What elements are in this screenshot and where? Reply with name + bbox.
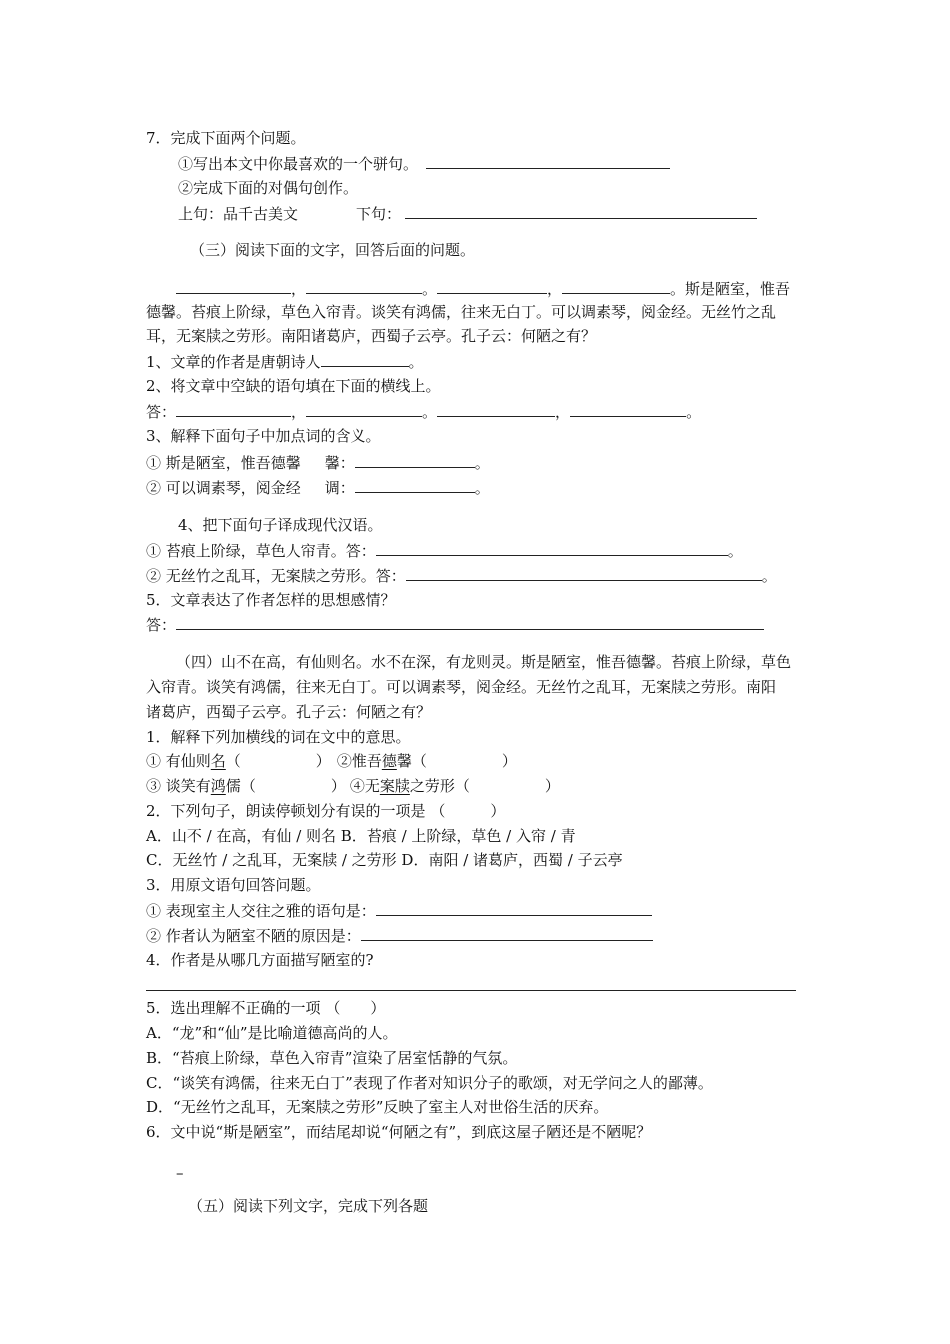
passage-4-line-2: 入帘青。谈笑有鸿儒，往来无白丁。可以调素琴，阅金经。无丝竹之乱耳，无案牍之劳形。南阳 xyxy=(146,678,777,696)
sentence: ② 无丝竹之乱耳，无案牍之劳形。答： xyxy=(146,567,406,585)
answer-blank[interactable] xyxy=(306,278,422,294)
question-text: ① 表现室主人交往之雅的语句是： xyxy=(146,902,376,920)
word-suffix: 馨 xyxy=(396,752,412,770)
answer-blank[interactable] xyxy=(321,351,409,367)
question-4-3b xyxy=(146,925,653,946)
answer-blank[interactable] xyxy=(355,477,475,493)
question-3-1: 1、文章的作者是唐朝诗人 。 xyxy=(146,353,424,371)
question-3-5: 5．文章表达了作者怎样的思想感情？ xyxy=(146,591,396,609)
underlined-word: 鸿 xyxy=(210,777,226,795)
question-7: 7．完成下面两个问题。 xyxy=(146,129,306,147)
answer-blank[interactable] xyxy=(437,278,547,294)
answer-paren[interactable]: （ ） xyxy=(225,752,331,770)
question-4-2: 2．下列句子，朗读停顿划分有误的一项是 （ ） xyxy=(146,802,506,820)
answer-blank[interactable] xyxy=(176,401,291,417)
answer-label: 答： xyxy=(146,403,177,421)
option-4-5-d: D．“无丝竹之乱耳，无案牍之劳形”反映了室主人对世俗生活的厌弃。 xyxy=(146,1098,609,1116)
question-3-4a: ① 苔痕上阶绿，草色人帘青。答： 。 xyxy=(146,542,743,560)
option-4-5-b: B．“苔痕上阶绿，草色入帘青”渲染了居室恬静的气氛。 xyxy=(146,1049,518,1067)
question-3-4b: ② 无丝竹之乱耳，无案牍之劳形。答： 。 xyxy=(146,567,777,585)
answer-blank[interactable] xyxy=(405,203,757,219)
option-4-5-a: A．“龙”和“仙”是比喻道德高尚的人。 xyxy=(146,1024,398,1042)
sentence: ① 苔痕上阶绿，草色人帘青。答： xyxy=(146,542,376,560)
answer-blank[interactable] xyxy=(426,153,670,169)
question-7-2: ②完成下面的对偶句创作。 xyxy=(178,179,359,197)
section-5-heading: （五）阅读下列文字，完成下列各题 xyxy=(188,1197,429,1215)
word-suffix: 儒 xyxy=(225,777,241,795)
answer-blank[interactable] xyxy=(406,565,762,581)
dash-mark: – xyxy=(176,1164,184,1182)
question-3-3: 3、解释下面句子中加点词的含义。 xyxy=(146,427,381,445)
answer-blank[interactable] xyxy=(176,278,291,294)
couplet-upper: 上句：品千古美文 xyxy=(178,205,299,223)
underlined-word: 案牍 xyxy=(379,777,410,795)
couplet-line xyxy=(178,203,757,224)
couplet-lower-label: 下句： xyxy=(356,205,402,223)
passage-4-line-3: 诸葛庐，西蜀子云亭。孔子云：何陋之有？ xyxy=(146,703,432,721)
word-prefix: ②惟吾 xyxy=(336,752,382,770)
passage-4-line-1 xyxy=(146,652,791,672)
passage-3-line-3: 耳，无案牍之劳形。南阳诸葛庐，西蜀子云亭。孔子云：何陋之有？ xyxy=(146,327,597,345)
word-prefix: ③ 谈笑有 xyxy=(146,777,211,795)
question-3-3b: ② 可以调素琴，阅金经 调： 。 xyxy=(146,479,490,497)
passage-4-text: （四）山不在高，有仙则名。水不在深，有龙则灵。斯是陋室，惟吾德馨。苔痕上阶绿，草色 xyxy=(176,653,792,671)
sentence: ② 可以调素琴，阅金经 xyxy=(146,479,301,497)
question-4-4: 4．作者是从哪几方面描写陋室的? xyxy=(146,951,374,969)
question-4-3a xyxy=(146,900,652,921)
answer-blank[interactable] xyxy=(376,540,728,556)
question-3-4: 4、把下面句子译成现代汉语。 xyxy=(178,516,383,534)
question-3-2: 2、将文章中空缺的语句填在下面的横线上。 xyxy=(146,377,441,395)
question-4-6: 6．文中说“斯是陋室”，而结尾却说“何陋之有”，到底这屋子陋还是不陋呢？ xyxy=(146,1123,652,1141)
word-suffix: 之劳形 xyxy=(409,777,455,795)
question-7-1-text: ①写出本文中你最喜欢的一个骈句。 xyxy=(178,155,419,173)
word-label: 调： xyxy=(324,479,355,497)
word-label: 馨： xyxy=(324,454,355,472)
underlined-word: 名 xyxy=(210,752,226,770)
answer-blank[interactable] xyxy=(437,401,555,417)
answer-blank[interactable] xyxy=(376,900,652,916)
passage-3-text: 。斯是陋室，惟吾 xyxy=(670,280,791,298)
answer-paren[interactable]: （ ） xyxy=(454,777,560,795)
answer-blank[interactable] xyxy=(361,925,653,941)
option-4-2-ab: A．山不 / 在高，有仙 / 则名 B．苔痕 / 上阶绿，草色 / 入帘 / 青 xyxy=(146,827,576,845)
word-prefix: ① 有仙则 xyxy=(146,752,211,770)
section-3-heading: （三）阅读下面的文字，回答后面的问题。 xyxy=(190,241,476,259)
question-4-1-row-2 xyxy=(146,776,560,796)
answer-blank[interactable] xyxy=(355,452,475,468)
question-4-5: 5．选出理解不正确的一项 （ ） xyxy=(146,999,386,1017)
passage-3-line-2: 德馨。苔痕上阶绿，草色入帘青。谈笑有鸿儒，往来无白丁。可以调素琴，阅金经。无丝竹之乱 xyxy=(146,303,777,321)
answer-label: 答： xyxy=(146,616,177,634)
answer-3-2: 答： ， 。 ， 。 xyxy=(146,403,702,421)
passage-3-line-1: ， 。 ， 。斯是陋室，惟吾 xyxy=(146,278,790,299)
question-3-3a: ① 斯是陋室，惟吾德馨 馨： 。 xyxy=(146,454,490,472)
word-prefix: ④无 xyxy=(349,777,380,795)
question-4-1-row-1 xyxy=(146,751,517,771)
answer-line[interactable] xyxy=(146,990,796,991)
underlined-word: 德 xyxy=(381,752,397,770)
answer-3-5 xyxy=(146,614,764,635)
question-text: ② 作者认为陋室不陋的原因是： xyxy=(146,927,361,945)
answer-blank[interactable] xyxy=(176,614,764,630)
option-4-2-cd: C．无丝竹 / 之乱耳，无案牍 / 之劳形 D．南阳 / 诸葛庐，西蜀 / 子云亭 xyxy=(146,851,623,869)
answer-paren[interactable]: （ ） xyxy=(411,752,517,770)
sentence: ① 斯是陋室，惟吾德馨 xyxy=(146,454,301,472)
question-4-3: 3．用原文语句回答问题。 xyxy=(146,876,321,894)
question-7-1 xyxy=(178,153,670,174)
answer-blank[interactable] xyxy=(570,401,686,417)
answer-blank[interactable] xyxy=(562,278,670,294)
question-3-1-text: 1、文章的作者是唐朝诗人 xyxy=(146,353,321,371)
option-4-5-c: C．“谈笑有鸿儒，往来无白丁”表现了作者对知识分子的歌颂，对无学问之人的鄙薄。 xyxy=(146,1074,713,1092)
answer-paren[interactable]: （ ） xyxy=(240,777,346,795)
answer-blank[interactable] xyxy=(306,401,422,417)
question-4-1: 1．解释下列加横线的词在文中的意思。 xyxy=(146,728,411,746)
